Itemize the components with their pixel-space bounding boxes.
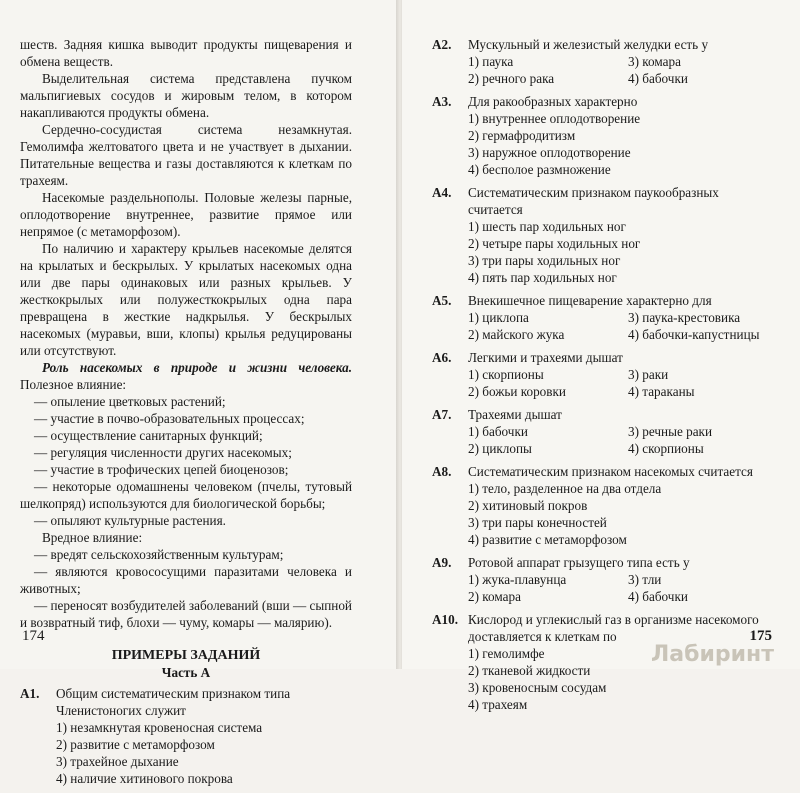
list-item: — переносят возбудителей заболеваний (вши — сыпной и возвратный тиф, блохи — чуму, комары — малярию). [20,598,352,630]
paragraph-reproduction: Насекомые раздельнополы. Половые железы парные, оплодотворение внутреннее, развитие прямое или непрямое (с метаморфозом). [20,190,352,239]
answer-option: 1) шесть пар ходильных ног [468,219,626,234]
answer-option: 4) бабочки-капустницы [628,327,760,342]
page-number-right: 175 [749,628,772,644]
question-а9 [432,554,772,605]
list-item: — опыление цветковых растений; [34,394,226,409]
question-number: А8. [432,464,452,479]
list-item: — осуществление санитарных функций; [34,428,263,443]
answer-option: 4) скорпионы [628,441,704,456]
role-tail: Полезное влияние: [20,377,127,392]
list-item: — регуляция численности других насекомых; [34,445,292,460]
answer-option: 2) развитие с метаморфозом [56,737,215,752]
question-а6 [432,349,772,400]
answer-option: 2) четыре пары ходильных ног [468,236,641,251]
question-text: Трахеями дышат [468,407,562,422]
question-number: А10. [432,612,459,627]
question-a1 [20,685,352,787]
answer-option: 3) кровеносным сосудам [468,680,607,695]
answer-option: 2) майского жука [468,327,565,342]
answer-option: 1) бабочки [468,424,528,439]
right-page [402,0,800,712]
answer-option: 2) речного рака [468,71,555,86]
part-title: Часть А [161,665,211,680]
question-number: А9. [432,555,452,570]
question-а2 [432,36,772,87]
answer-option: 3) трахейное дыхание [56,754,179,769]
list-item: — участие в трофических цепей биоценозов; [34,462,289,477]
paragraph-excretory: Выделительная система представлена пучком мальпигиевых сосудов и жировым телом, в котором накапливаются продукты обмена. [20,71,352,120]
harmful-list [20,546,352,631]
question-а7 [432,406,772,457]
answer-option: 2) тканевой жидкости [468,663,591,678]
answer-option: 3) три пары конечностей [468,515,607,530]
answer-option: 3) комара [628,54,681,69]
list-item: — являются кровососущими паразитами человека и животных; [20,564,352,596]
watermark-logo: Лабиринт [650,642,774,667]
answer-option: 1) внутреннее оплодотворение [468,111,641,126]
answer-option: 4) бабочки [628,71,688,86]
question-text: Систематическим признаком насекомых считается [468,464,753,479]
answer-option: 3) речные раки [628,424,713,439]
answer-option: 4) бесполое размножение [468,162,611,177]
answer-option: 1) паука [468,54,514,69]
question-text: Для ракообразных характерно [468,94,638,109]
answer-option: 4) тараканы [628,384,695,399]
role-heading: Роль насекомых в природе и жизни человека. [42,360,352,375]
answer-option: 1) циклопа [468,310,529,325]
question-text: Внекишечное пищеварение характерно для [468,293,712,308]
answer-option: 2) божьи коровки [468,384,566,399]
question-number: А3. [432,94,452,109]
left-page [0,0,398,786]
useful-list [20,393,352,529]
answer-option: 4) наличие хитинового покрова [56,771,233,786]
answer-option: 4) трахеям [468,697,528,712]
paragraph-digestion: шеств. Задняя кишка выводит продукты пищеварения и обмена веществ. [20,37,352,69]
answer-option: 3) наружное оплодотворение [468,145,631,160]
question-а4 [432,184,772,286]
list-item: — некоторые одомашнены человеком (пчелы, тутовый шелкопряд) используются для биологической борьбы; [20,479,352,511]
question-number: А7. [432,407,452,422]
answer-option: 1) тело, разделенное на два отдела [468,481,662,496]
harmful-heading: Вредное влияние: [42,530,143,545]
answer-option: 3) паука-крестовика [628,310,741,325]
list-item: — опыляют культурные растения. [34,513,226,528]
question-text: Легкими и трахеями дышат [468,350,623,365]
answer-option: 2) циклопы [468,441,532,456]
answer-option: 2) гермафродитизм [468,128,576,143]
question-number: А2. [432,37,452,52]
question-text: Кислород и углекислый газ в организме насекомого доставляется к клеткам по [468,612,759,644]
page-number-left: 174 [22,628,45,644]
question-text: Мускульный и железистый желудки есть у [468,37,709,52]
question-number: А4. [432,185,452,200]
role-paragraph [20,359,352,393]
question-а5 [432,292,772,343]
answer-option: 1) гемолимфе [468,646,545,661]
answer-option: 2) комара [468,589,521,604]
answer-option: 3) тли [628,572,662,587]
question-text: Общим систематическим признаком типа Членистоногих служит [56,686,291,718]
paragraph-wings: По наличию и характеру крыльев насекомые делятся на крылатых и бескрылых. У крылатых насекомых одна или две пары одинаковых или разных крыльев. У жесткокрылых или полужесткокрылых одна пара превращена в жесткие надкрылья. У бескрылых насекомых (муравьи, вши, клопы) крылья редуцированы или отсутствуют. [20,241,352,358]
question-number: А6. [432,350,452,365]
question-text: Ротовой аппарат грызущего типа есть у [468,555,690,570]
answer-option: 4) бабочки [628,589,688,604]
question-number: А5. [432,293,452,308]
answer-option: 3) раки [628,367,669,382]
answer-option: 1) незамкнутая кровеносная система [56,720,263,735]
answer-option: 3) три пары ходильных ног [468,253,621,268]
answer-option: 2) хитиновый покров [468,498,588,513]
paragraph-circulatory: Сердечно-сосудистая система незамкнутая. Гемолимфа желтоватого цвета и не участвует в дыхании. Питательные вещества и газы доставляются к клеткам по трахеям. [20,122,352,188]
answer-option: 1) жука-плавунца [468,572,567,587]
question-а3 [432,93,772,178]
list-item: — участие в почво-образовательных процессах; [34,411,305,426]
section-title: ПРИМЕРЫ ЗАДАНИЙ [111,648,261,663]
answer-option: 4) развитие с метаморфозом [468,532,627,547]
question-number: А1. [20,686,40,701]
question-text: Систематическим признаком паукообразных считается [468,185,719,217]
answer-option: 4) пять пар ходильных ног [468,270,617,285]
list-item: — вредят сельскохозяйственным культурам; [34,547,284,562]
questions-column [432,36,772,719]
answer-option: 1) скорпионы [468,367,544,382]
question-а8 [432,463,772,548]
left-column [20,36,352,793]
